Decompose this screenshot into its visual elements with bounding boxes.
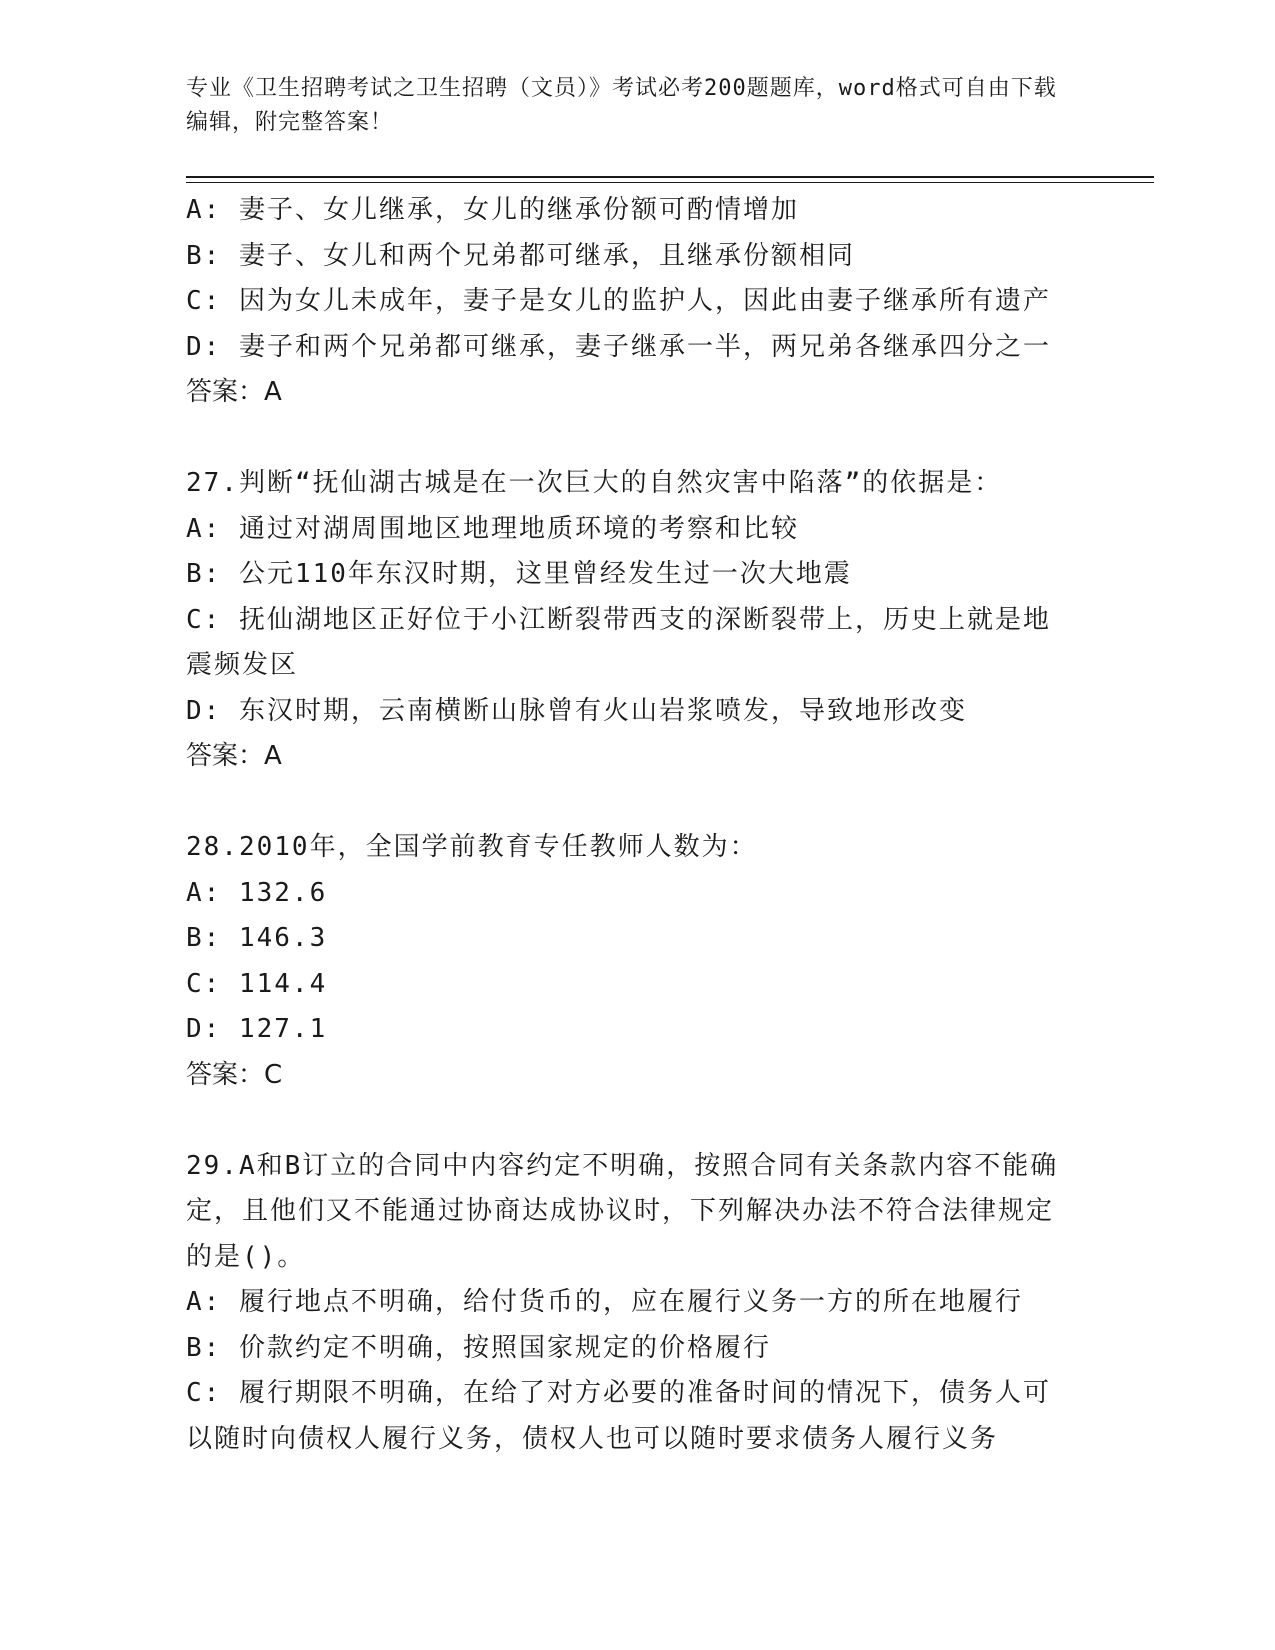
header-rule-thin [186, 182, 1154, 183]
option-b: B: 146.3 [186, 923, 328, 953]
question-stem: 27.判断“抚仙湖古城是在一次巨大的自然灾害中陷落”的依据是： [186, 468, 1003, 498]
answer-line: 答案：C [186, 1059, 283, 1090]
document-header [186, 72, 1066, 140]
option-c: C: 114.4 [186, 968, 328, 999]
header-rule-thick [186, 176, 1154, 178]
question-26-block [186, 188, 1066, 416]
answer-line: 答案：A [186, 741, 282, 771]
option-d: D: 妻子和两个兄弟都可继承，妻子继承一半，两兄弟各继承四分之一 [186, 331, 1051, 362]
question-27-block [186, 461, 1066, 780]
option-c: C: 因为女儿未成年，妻子是女儿的监护人，因此由妻子继承所有遗产 [186, 286, 1051, 316]
question-29-block [186, 1144, 1066, 1463]
option-d: D: 127.1 [186, 1014, 328, 1044]
option-a: A: 妻子、女儿继承，女儿的继承份额可酌情增加 [186, 195, 799, 225]
option-b: B: 妻子、女儿和两个兄弟都可继承，且继承份额相同 [186, 240, 855, 271]
question-stem: 28.2010年，全国学前教育专任教师人数为： [186, 832, 758, 862]
option-a: A: 132.6 [186, 877, 328, 908]
option-c: C: 抚仙湖地区正好位于小江断裂带西支的深断裂带上，历史上就是地震频发区 [186, 604, 1051, 680]
header-text: 专业《卫生招聘考试之卫生招聘（文员）》考试必考200题题库，word格式可自由下载编辑，附完整答案！ [186, 76, 1057, 135]
option-b: B: 公元110年东汉时期，这里曾经发生过一次大地震 [186, 559, 852, 589]
question-stem: 29.A和B订立的合同中内容约定不明确，按照合同有关条款内容不能确定，且他们又不能通过协商达成协议时，下列解决办法不符合法律规定的是()。 [186, 1150, 1059, 1272]
answer-line: 答案：A [186, 377, 282, 407]
option-a: A: 通过对湖周围地区地理地质环境的考察和比较 [186, 513, 799, 544]
option-a: A: 履行地点不明确，给付货币的，应在履行义务一方的所在地履行 [186, 1287, 1023, 1317]
option-c: C: 履行期限不明确，在给了对方必要的准备时间的情况下，债务人可以随时向债权人履行义务，债权人也可以随时要求债务人履行义务 [186, 1378, 1051, 1454]
question-28-block [186, 825, 1066, 1098]
question-list [186, 188, 1066, 1462]
option-b: B: 价款约定不明确，按照国家规定的价格履行 [186, 1332, 771, 1363]
option-d: D: 东汉时期，云南横断山脉曾有火山岩浆喷发，导致地形改变 [186, 695, 967, 726]
